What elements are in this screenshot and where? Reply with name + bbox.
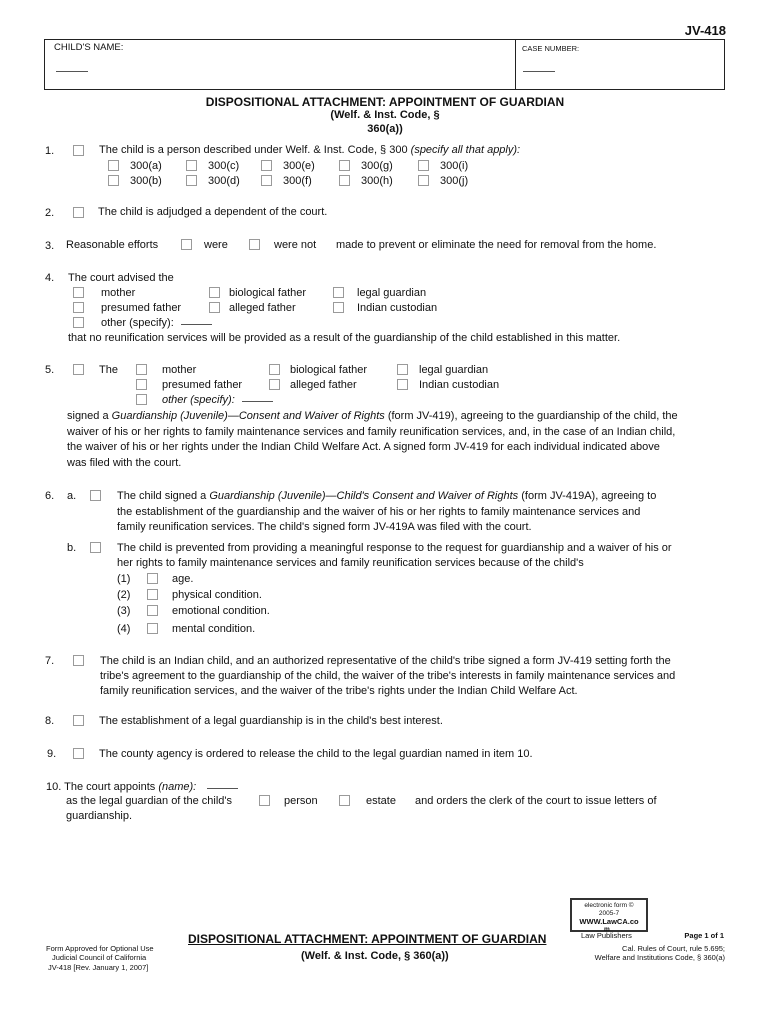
- item10-line1: 10. The court appoints (name):: [46, 781, 197, 793]
- item5-indian-custodian-label: Indian custodian: [419, 379, 500, 391]
- item5-legal-guardian-label: legal guardian: [419, 364, 489, 376]
- item4-presumed-father-checkbox[interactable]: [73, 302, 84, 313]
- item4-alleged-father-checkbox[interactable]: [209, 302, 220, 313]
- footer-left2: Judicial Council of California: [52, 953, 147, 962]
- item7-checkbox[interactable]: [73, 655, 84, 666]
- item6a-letter: a.: [67, 490, 77, 502]
- item5-line1: signed a Guardianship (Juvenile)—Consent and Waiver of Rights (form JV-419), agreeing to the guardianship of the child, the: [67, 410, 678, 422]
- item8-text: The establishment of a legal guardianship is in the child's best interest.: [99, 715, 443, 727]
- item10-line2: as the legal guardian of the child's: [66, 795, 232, 807]
- reason-number: (2): [117, 589, 131, 601]
- stamp-line1: electronic form ©: [584, 902, 634, 909]
- item1-option-label: 300(g): [361, 160, 393, 172]
- item6a-line3: family reunification services. The child's signed form JV-419A was filed with the court.: [117, 521, 532, 533]
- item6a-line1: The child signed a Guardianship (Juvenile)—Child's Consent and Waiver of Rights (form JV-419A), agreeing to: [117, 490, 657, 502]
- item1-option-checkbox[interactable]: [261, 175, 272, 186]
- item6b-checkbox[interactable]: [90, 542, 101, 553]
- caption-divider: [515, 39, 516, 90]
- item5-checkbox[interactable]: [73, 364, 84, 375]
- item1-option-label: 300(d): [208, 175, 240, 187]
- title-sub1: (Welf. & Inst. Code, §: [330, 109, 440, 121]
- item5-alleged-father-label: alleged father: [290, 379, 357, 391]
- item1-option-checkbox[interactable]: [339, 175, 350, 186]
- item6b-line2: her rights to family maintenance services and family reunification services because of the child's: [117, 557, 584, 569]
- footer-subtitle: (Welf. & Inst. Code, § 360(a)): [301, 950, 449, 962]
- item10-tail: and orders the clerk of the court to issue letters of: [415, 795, 657, 807]
- item5-presumed-father-checkbox[interactable]: [136, 379, 147, 390]
- item6b-line1: The child is prevented from providing a meaningful response to the request for guardianship and a waiver of his or: [117, 542, 672, 554]
- case-number-label: CASE NUMBER:: [522, 44, 580, 53]
- stamp-line5: Law Publishers: [581, 931, 632, 940]
- item4-tail: that no reunification services will be provided as a result of the guardianship of the child established in this matter.: [68, 332, 621, 344]
- item1-option-label: 300(i): [440, 160, 469, 172]
- child-name-field[interactable]: [56, 71, 88, 72]
- item1-option-checkbox[interactable]: [418, 160, 429, 171]
- item3-were-checkbox[interactable]: [181, 239, 192, 250]
- reason-checkbox[interactable]: [147, 589, 158, 600]
- item4-mother-label: mother: [101, 287, 136, 299]
- stamp-line3: WWW.LawCA.co: [579, 917, 639, 926]
- item10-person-checkbox[interactable]: [259, 795, 270, 806]
- item4-indian-custodian-label: Indian custodian: [357, 302, 438, 314]
- item1-option-checkbox[interactable]: [108, 175, 119, 186]
- item4-bio-father-label: biological father: [229, 287, 307, 299]
- item5-mother-label: mother: [162, 364, 197, 376]
- child-name-label: CHILD'S NAME:: [54, 42, 124, 53]
- caption-box: [44, 39, 725, 90]
- footer-title: DISPOSITIONAL ATTACHMENT: APPOINTMENT OF GUARDIAN: [188, 932, 547, 946]
- item1-option-checkbox[interactable]: [186, 160, 197, 171]
- reason-checkbox[interactable]: [147, 605, 158, 616]
- item1-number: 1.: [45, 145, 55, 157]
- item4-alleged-father-label: alleged father: [229, 302, 296, 314]
- item5-line4: was filed with the court.: [67, 457, 182, 469]
- reason-number: (1): [117, 573, 131, 585]
- item4-legal-guardian-checkbox[interactable]: [333, 287, 344, 298]
- item3-number: 3.: [45, 240, 55, 252]
- footer-left1: Form Approved for Optional Use: [46, 944, 154, 953]
- stamp-line2: 2005-7: [598, 910, 620, 917]
- item5-other-label: other (specify):: [162, 394, 235, 406]
- reason-number: (3): [117, 605, 131, 617]
- item4-other-label: other (specify):: [101, 317, 174, 329]
- item3-label: Reasonable efforts: [66, 239, 159, 251]
- item4-presumed-father-label: presumed father: [101, 302, 182, 314]
- item2-number: 2.: [45, 207, 55, 219]
- page-title: DISPOSITIONAL ATTACHMENT: APPOINTMENT OF GUARDIAN: [205, 95, 565, 109]
- item6a-line2: the establishment of the guardianship and the waiver of his or her rights to family maintenance services and: [117, 506, 641, 518]
- item5-line2: waiver of his or her rights to family maintenance services and family reunification services, and, in the case of an Indian child,: [67, 426, 676, 438]
- item10-person-label: person: [284, 795, 318, 807]
- stamp-line4: m: [604, 926, 610, 933]
- item5-legal-guardian-checkbox[interactable]: [397, 364, 408, 375]
- item1-option-checkbox[interactable]: [186, 175, 197, 186]
- reason-text: emotional condition.: [172, 605, 270, 617]
- item1-checkbox[interactable]: [73, 145, 84, 156]
- item7-line1: The child is an Indian child, and an authorized representative of the child's tribe signed a form JV-419 setting forth the: [100, 655, 671, 667]
- item1-text: The child is a person described under Welf. & Inst. Code, § 300 (specify all that apply):: [99, 144, 521, 156]
- item1-option-checkbox[interactable]: [339, 160, 350, 171]
- item5-line3: the waiver of his or her rights under the Indian Child Welfare Act. A signed form JV-419 for each individual indicated above: [67, 441, 660, 453]
- item1-option-label: 300(e): [283, 160, 315, 172]
- guardian-name-field[interactable]: [207, 788, 238, 789]
- item2-checkbox[interactable]: [73, 207, 84, 218]
- item5-other-checkbox[interactable]: [136, 394, 147, 405]
- form-id: JV-418: [684, 23, 726, 38]
- item3-tail: made to prevent or eliminate the need for removal from the home.: [336, 239, 657, 251]
- item3-were-label: were: [204, 239, 228, 251]
- item8-number: 8.: [45, 715, 55, 727]
- reason-checkbox[interactable]: [147, 623, 158, 634]
- item4-mother-checkbox[interactable]: [73, 287, 84, 298]
- item1-option-checkbox[interactable]: [108, 160, 119, 171]
- item5-other-field[interactable]: [242, 401, 273, 402]
- item2-text: The child is adjudged a dependent of the court.: [98, 206, 328, 218]
- item5-bio-father-label: biological father: [290, 364, 368, 376]
- footer-right1: Cal. Rules of Court, rule 5.695;: [622, 944, 725, 953]
- item5-the: The: [99, 364, 118, 376]
- item7-number: 7.: [45, 655, 55, 667]
- item10-estate-checkbox[interactable]: [339, 795, 350, 806]
- item1-option-label: 300(f): [283, 175, 312, 187]
- item4-legal-guardian-label: legal guardian: [357, 287, 427, 299]
- item9-text: The county agency is ordered to release the child to the legal guardian named in item 10.: [99, 748, 533, 760]
- reason-text: mental condition.: [172, 623, 256, 635]
- item7-line2: tribe's agreement to the guardianship of the child, the waiver of the tribe's interests in family maintenance services and: [100, 670, 676, 682]
- item7-line3: family reunification services, and the waiver of the tribe's rights under the Indian Child Welfare Act.: [100, 685, 578, 697]
- reason-text: age.: [172, 573, 194, 585]
- item9-checkbox[interactable]: [73, 748, 84, 759]
- item5-number: 5.: [45, 364, 55, 376]
- item4-other-checkbox[interactable]: [73, 317, 84, 328]
- page-number: Page 1 of 1: [684, 931, 724, 940]
- item10-line3: guardianship.: [66, 810, 133, 822]
- item10-estate-label: estate: [366, 795, 396, 807]
- item1-option-label: 300(a): [130, 160, 162, 172]
- item5-bio-father-checkbox[interactable]: [269, 364, 280, 375]
- footer-left3: JV-418 [Rev. January 1, 2007]: [48, 963, 149, 972]
- item4-other-field[interactable]: [181, 324, 212, 325]
- reason-checkbox[interactable]: [147, 573, 158, 584]
- item6a-checkbox[interactable]: [90, 490, 101, 501]
- item1-option-label: 300(b): [130, 175, 162, 187]
- reason-text: physical condition.: [172, 589, 262, 601]
- item5-indian-custodian-checkbox[interactable]: [397, 379, 408, 390]
- item3-were-not-label: were not: [274, 239, 317, 251]
- item1-option-checkbox[interactable]: [418, 175, 429, 186]
- item4-bio-father-checkbox[interactable]: [209, 287, 220, 298]
- item1-option-label: 300(c): [208, 160, 240, 172]
- item5-presumed-father-label: presumed father: [162, 379, 243, 391]
- item5-mother-checkbox[interactable]: [136, 364, 147, 375]
- item3-were-not-checkbox[interactable]: [249, 239, 260, 250]
- item1-option-label: 300(j): [440, 175, 469, 187]
- item4-indian-custodian-checkbox[interactable]: [333, 302, 344, 313]
- case-number-field[interactable]: [523, 71, 555, 72]
- title-sub2: 360(a)): [367, 123, 403, 135]
- item6-number: 6.: [45, 490, 55, 502]
- item6b-letter: b.: [67, 542, 77, 554]
- item4-number: 4.: [45, 272, 55, 284]
- item9-number: 9.: [47, 748, 57, 760]
- reason-number: (4): [117, 623, 131, 635]
- item1-option-checkbox[interactable]: [261, 160, 272, 171]
- item4-label: The court advised the: [68, 272, 174, 284]
- item1-option-label: 300(h): [361, 175, 393, 187]
- footer-right2: Welfare and Institutions Code, § 360(a): [594, 953, 725, 962]
- item5-alleged-father-checkbox[interactable]: [269, 379, 280, 390]
- item8-checkbox[interactable]: [73, 715, 84, 726]
